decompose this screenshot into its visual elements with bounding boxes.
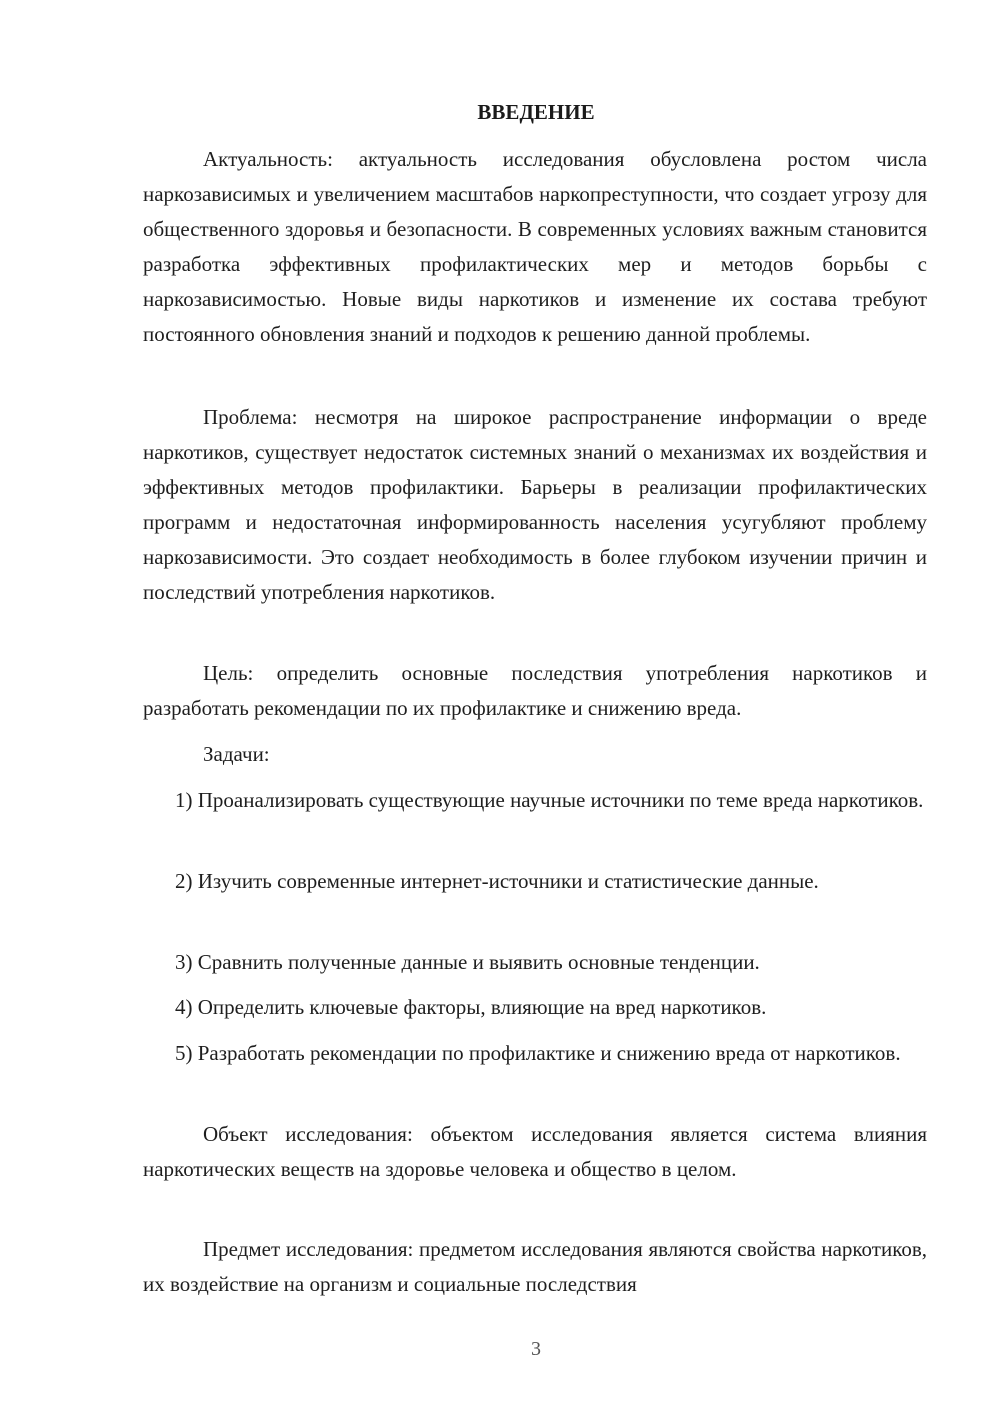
- task-item-3: 3) Сравнить полученные данные и выявить основные тенденции.: [175, 950, 760, 974]
- paragraph-object: Объект исследования: объектом исследования является система влияния наркотических веществ на здоровье человека и общество в целом.: [143, 1122, 927, 1181]
- paragraph-goal: Цель: определить основные последствия употребления наркотиков и разработать рекомендации по их профилактике и снижению вреда.: [143, 661, 927, 720]
- task-item-2: 2) Изучить современные интернет-источники и статистические данные.: [175, 869, 819, 893]
- section-heading: ВВЕДЕНИЕ: [477, 100, 595, 124]
- tasks-label: Задачи:: [203, 742, 270, 766]
- task-item-4: 4) Определить ключевые факторы, влияющие на вред наркотиков.: [175, 995, 767, 1019]
- paragraph-problem: Проблема: несмотря на широкое распространение информации о вреде наркотиков, существует недостаток системных знаний о механизмах их воздействия и эффективных методов профилактики. Барьеры в реализации профилактических программ и недостаточная информированность населения усугубляют проблему наркозависимости. Это создает необходимость в более глубоком изучении причин и последствий употребления наркотиков.: [143, 405, 927, 604]
- paragraph-relevance: Актуальность: актуальность исследования обусловлена ростом числа наркозависимых и увеличением масштабов наркопреступности, что создает угрозу для общественного здоровья и безопасности. В современных условиях важным становится разработка эффективных профилактических мер и методов борьбы с наркозависимостью. Новые виды наркотиков и изменение их состава требуют постоянного обновления знаний и подходов к решению данной проблемы.: [143, 147, 927, 346]
- task-item-5: 5) Разработать рекомендации по профилактике и снижению вреда от наркотиков.: [175, 1041, 901, 1065]
- paragraph-subject: Предмет исследования: предметом исследования являются свойства наркотиков, их воздействие на организм и социальные последствия: [143, 1237, 927, 1296]
- task-item-1: 1) Проанализировать существующие научные источники по теме вреда наркотиков.: [175, 788, 924, 812]
- page-number: 3: [531, 1338, 541, 1360]
